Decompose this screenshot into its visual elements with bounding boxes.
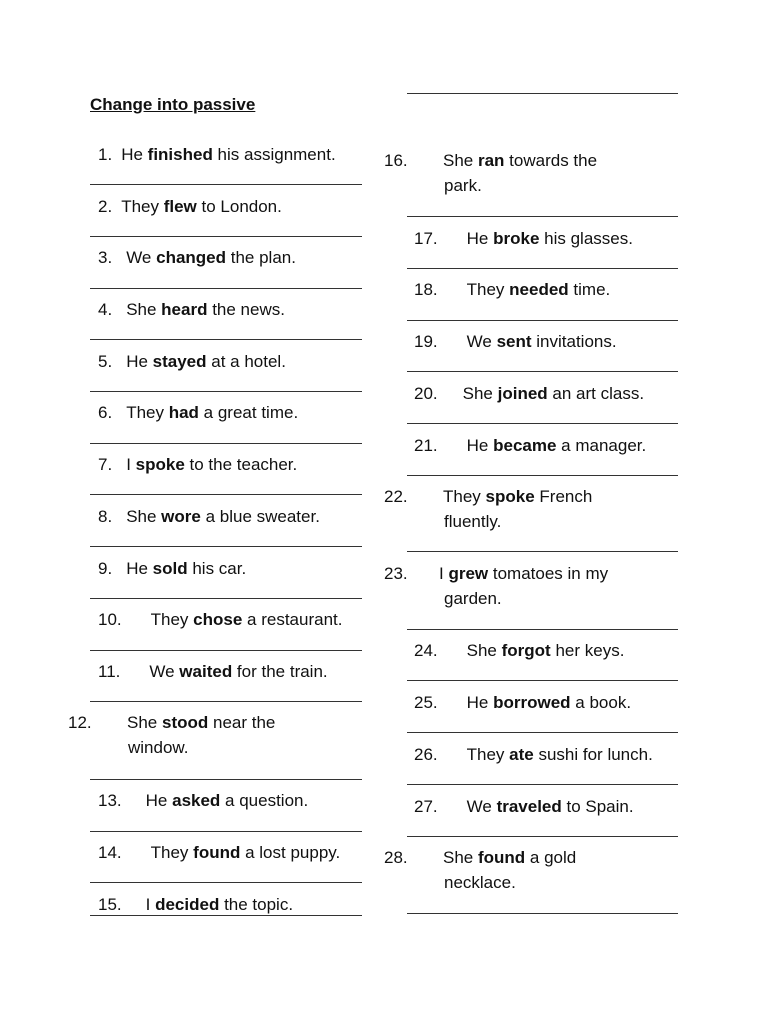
sentence: [98, 452, 362, 477]
list-item: [90, 297, 362, 322]
answer-line: [407, 216, 678, 217]
item-number: 3.: [98, 248, 113, 267]
item-number: 10.: [98, 610, 122, 629]
subject-text: I: [145, 895, 156, 914]
verb-text: joined: [497, 384, 548, 403]
object-text: towards the park.: [444, 151, 598, 195]
list-item: [384, 845, 678, 895]
item-number: 1.: [98, 145, 113, 164]
sentence: [98, 142, 362, 167]
list-item: [90, 194, 362, 219]
list-item: [90, 556, 362, 581]
verb-text: spoke: [485, 487, 535, 506]
list-item: [407, 742, 678, 767]
object-text: a restaurant.: [242, 610, 343, 629]
sentence: [414, 794, 678, 819]
list-item: [407, 794, 678, 819]
answer-line: [407, 320, 678, 321]
subject-text: They: [150, 610, 194, 629]
answer-line: [90, 339, 362, 340]
object-text: the news.: [207, 300, 285, 319]
verb-text: had: [168, 403, 199, 422]
item-number: 11.: [98, 662, 121, 681]
sentence: 22. They spoke French fluently.: [384, 487, 593, 531]
subject-text: We: [466, 797, 497, 816]
answer-line: [90, 882, 362, 883]
list-item: [90, 892, 362, 917]
object-text: a question.: [220, 791, 309, 810]
subject-text: She: [127, 713, 162, 732]
answer-line: [407, 423, 678, 424]
item-number: 9.: [98, 559, 113, 578]
object-text: to Spain.: [561, 797, 634, 816]
subject-text: They: [466, 280, 510, 299]
object-text: a great time.: [198, 403, 299, 422]
sentence: [414, 742, 678, 767]
list-item: [384, 148, 678, 198]
subject-text: She: [126, 300, 162, 319]
object-text: his glasses.: [539, 229, 633, 248]
item-number: 13.: [98, 791, 122, 810]
answer-line: [90, 915, 362, 916]
answer-line: [407, 629, 678, 630]
object-text: a lost puppy.: [240, 843, 341, 862]
item-number: 21.: [414, 436, 438, 455]
list-item: [90, 504, 362, 529]
verb-text: grew: [448, 564, 489, 583]
sentence: [414, 226, 678, 251]
verb-text: sent: [496, 332, 532, 351]
subject-text: We: [466, 332, 497, 351]
subject-text: They: [466, 745, 510, 764]
subject-text: He: [466, 229, 494, 248]
sentence: 28. She found a gold necklace.: [384, 848, 577, 892]
verb-text: flew: [163, 197, 197, 216]
sentence: [98, 892, 362, 917]
object-text: his assignment.: [212, 145, 336, 164]
item-number: 26.: [414, 745, 438, 764]
object-text: for the train.: [232, 662, 328, 681]
answer-line: [90, 831, 362, 832]
subject-text: She: [462, 384, 498, 403]
answer-line: [90, 546, 362, 547]
sentence: [414, 381, 678, 406]
sentence: [98, 194, 362, 219]
verb-text: waited: [179, 662, 233, 681]
answer-line: [407, 732, 678, 733]
verb-text: broke: [493, 229, 540, 248]
answer-line: [407, 680, 678, 681]
answer-line: [407, 784, 678, 785]
item-number: 4.: [98, 300, 113, 319]
list-item: [407, 381, 678, 406]
item-number: 27.: [414, 797, 438, 816]
verb-text: stayed: [152, 352, 207, 371]
answer-line: [90, 701, 362, 702]
verb-text: traveled: [496, 797, 562, 816]
object-text: a manager.: [556, 436, 647, 455]
subject-text: We: [149, 662, 180, 681]
verb-text: ran: [477, 151, 505, 170]
item-number: 17.: [414, 229, 438, 248]
verb-text: spoke: [135, 455, 185, 474]
subject-text: He: [126, 559, 153, 578]
list-item: [407, 329, 678, 354]
sentence: [98, 504, 362, 529]
list-item: [407, 638, 678, 663]
sentence: [98, 297, 362, 322]
answer-line: [407, 475, 678, 476]
item-number: 25.: [414, 693, 438, 712]
object-text: his car.: [187, 559, 247, 578]
object-text: at a hotel.: [206, 352, 286, 371]
answer-line: [90, 288, 362, 289]
sentence: 12. She stood near the window.: [68, 713, 276, 757]
object-text: time.: [568, 280, 611, 299]
object-text: invitations.: [531, 332, 617, 351]
list-item: [407, 277, 678, 302]
list-item: [407, 433, 678, 458]
verb-text: borrowed: [493, 693, 571, 712]
answer-line: [407, 371, 678, 372]
subject-text: He: [466, 693, 494, 712]
sentence: 16. She ran towards the park.: [384, 151, 598, 195]
subject-text: He: [145, 791, 173, 810]
object-text: a gold necklace.: [444, 848, 577, 892]
object-text: to London.: [196, 197, 282, 216]
sentence: [98, 245, 362, 270]
subject-text: She: [126, 507, 162, 526]
list-item: [90, 607, 362, 632]
verb-text: decided: [155, 895, 220, 914]
item-number: 5.: [98, 352, 113, 371]
item-number: 19.: [414, 332, 438, 351]
object-text: a blue sweater.: [200, 507, 320, 526]
object-text: near the window.: [128, 713, 276, 757]
subject-text: She: [443, 848, 478, 867]
answer-line: [90, 494, 362, 495]
list-item: [90, 788, 362, 813]
subject-text: They: [126, 403, 169, 422]
answer-line: [90, 184, 362, 185]
subject-text: She: [443, 151, 478, 170]
subject-text: She: [466, 641, 502, 660]
list-item: [90, 400, 362, 425]
subject-text: They: [150, 843, 194, 862]
item-number: 24.: [414, 641, 438, 660]
subject-text: We: [126, 248, 157, 267]
subject-text: He: [126, 352, 153, 371]
item-number: 14.: [98, 843, 122, 862]
object-text: sushi for lunch.: [533, 745, 653, 764]
list-item: [384, 561, 678, 611]
item-number: 2.: [98, 197, 113, 216]
verb-text: became: [493, 436, 557, 455]
verb-text: chose: [193, 610, 243, 629]
answer-line: [90, 236, 362, 237]
list-item: [407, 226, 678, 251]
list-item: [68, 710, 362, 760]
sentence: [414, 638, 678, 663]
sentence: [98, 400, 362, 425]
divider-line: [407, 93, 678, 94]
answer-line: [407, 551, 678, 552]
object-text: to the teacher.: [184, 455, 298, 474]
list-item: [90, 840, 362, 865]
verb-text: finished: [147, 145, 213, 164]
item-number: 6.: [98, 403, 113, 422]
verb-text: wore: [161, 507, 201, 526]
answer-line: [90, 443, 362, 444]
sentence: [98, 607, 362, 632]
verb-text: asked: [172, 791, 221, 810]
object-text: French fluently.: [444, 487, 593, 531]
sentence: [414, 329, 678, 354]
verb-text: ate: [509, 745, 534, 764]
sentence: [98, 788, 362, 813]
sentence: [98, 556, 362, 581]
item-number: 8.: [98, 507, 113, 526]
answer-line: [407, 268, 678, 269]
verb-text: stood: [161, 713, 209, 732]
answer-line: [90, 650, 362, 651]
verb-text: found: [477, 848, 526, 867]
object-text: an art class.: [547, 384, 645, 403]
verb-text: sold: [152, 559, 188, 578]
list-item: [90, 452, 362, 477]
verb-text: heard: [161, 300, 208, 319]
list-item: [407, 690, 678, 715]
item-number: 15.: [98, 895, 122, 914]
sentence: [414, 433, 678, 458]
sentence: [98, 840, 362, 865]
subject-text: I: [439, 564, 449, 583]
object-text: the topic.: [219, 895, 294, 914]
object-text: the plan.: [226, 248, 296, 267]
verb-text: changed: [156, 248, 227, 267]
sentence: [98, 659, 362, 684]
answer-line: [90, 598, 362, 599]
item-number: 18.: [414, 280, 438, 299]
answer-line: [407, 836, 678, 837]
object-text: her keys.: [550, 641, 625, 660]
list-item: [384, 484, 678, 534]
subject-text: They: [121, 197, 164, 216]
sentence: [414, 277, 678, 302]
sentence: [98, 349, 362, 374]
object-text: tomatoes in my garden.: [444, 564, 609, 608]
sentence: 23. I grew tomatoes in my garden.: [384, 564, 609, 608]
object-text: a book.: [570, 693, 632, 712]
verb-text: needed: [509, 280, 569, 299]
subject-text: He: [121, 145, 148, 164]
list-item: [90, 142, 362, 167]
verb-text: found: [193, 843, 241, 862]
item-number: 7.: [98, 455, 113, 474]
subject-text: He: [466, 436, 494, 455]
list-item: [90, 349, 362, 374]
subject-text: They: [443, 487, 486, 506]
answer-line: [90, 391, 362, 392]
sentence: [414, 690, 678, 715]
list-item: [90, 659, 362, 684]
item-number: 20.: [414, 384, 438, 403]
answer-line: [90, 779, 362, 780]
worksheet-title: Change into passive: [90, 95, 256, 114]
list-item: [90, 245, 362, 270]
verb-text: forgot: [501, 641, 551, 660]
subject-text: I: [126, 455, 136, 474]
answer-line: [407, 913, 678, 914]
